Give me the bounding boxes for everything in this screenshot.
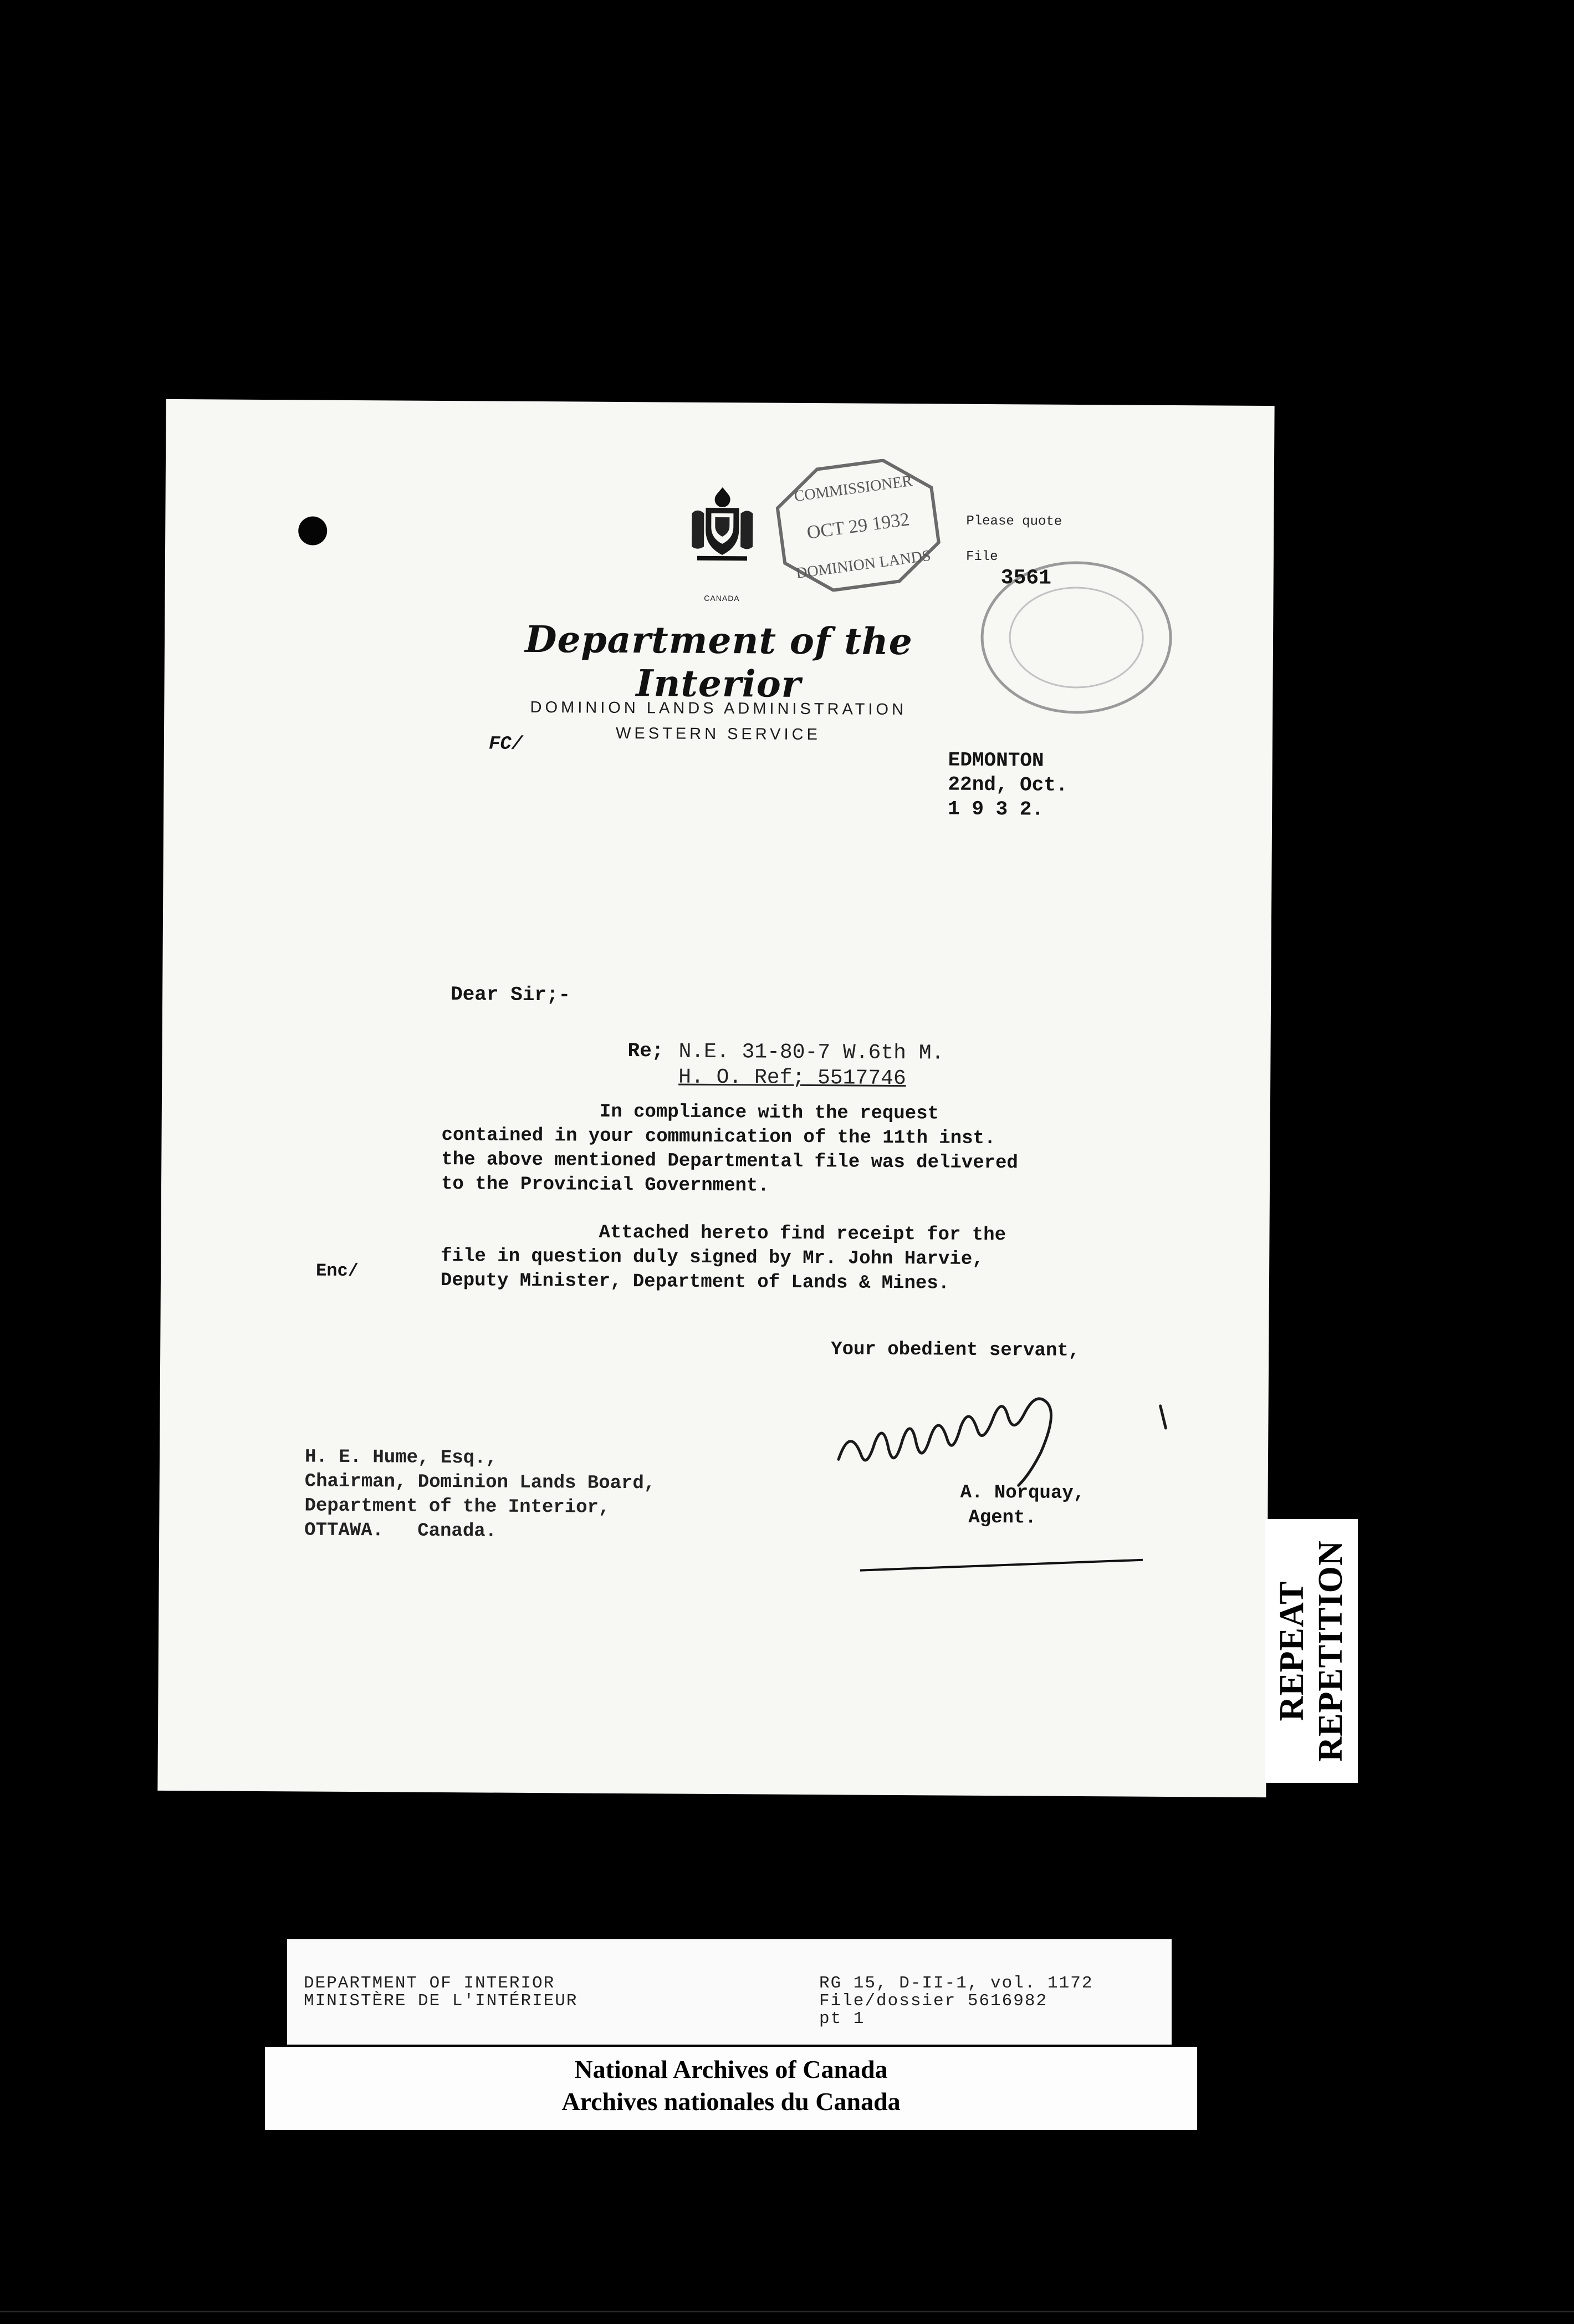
commissioner-stamp <box>775 458 942 593</box>
archives-name-en: National Archives of Canada <box>574 2055 888 2083</box>
signer-name: A. Norquay, <box>960 1482 1085 1505</box>
addressee-line3: Department of the Interior, <box>304 1495 610 1518</box>
film-edge-line <box>0 2311 1574 2312</box>
please-quote-label: Please quote <box>966 513 1062 529</box>
stamp-bottom-text: DOMINION LANDS <box>795 547 932 583</box>
enclosure-mark: Enc/ <box>315 1260 359 1282</box>
letter-year: 1 9 3 2. <box>948 797 1044 821</box>
subtitle-dominion-lands: DOMINION LANDS ADMINISTRATION <box>530 698 907 719</box>
para2-line1: Attached hereto find receipt for the <box>599 1222 1006 1246</box>
re-line-1: N.E. 31-80-7 W.6th M. <box>678 1039 944 1066</box>
coat-of-arms-icon <box>681 483 764 567</box>
para2-line2: file in question duly signed by Mr. John Harvie, <box>441 1245 984 1270</box>
repeat-text: REPEAT <box>1273 1581 1311 1721</box>
para1-line1: In compliance with the request <box>599 1101 939 1125</box>
stamp-top-text: COMMISSIONER <box>793 472 913 506</box>
addressee-line2: Chairman, Dominion Lands Board, <box>304 1471 656 1495</box>
file-label: File <box>965 549 998 565</box>
stamp-date: OCT 29 1932 <box>805 509 911 543</box>
archive-reference-strip <box>287 1939 1172 2045</box>
re-line-2: H. O. Ref; 5517746 <box>678 1065 906 1091</box>
reference-initials: FC/ <box>488 733 523 755</box>
repetition-text: REPETITION <box>1312 1540 1350 1762</box>
para2-line3: Deputy Minister, Department of Lands & Mines. <box>440 1270 950 1294</box>
letter-place: EDMONTON <box>948 748 1044 772</box>
repeat-label <box>1265 1519 1358 1783</box>
archives-name-fr: Archives nationales du Canada <box>561 2087 901 2116</box>
file-number: 3561 <box>1000 566 1052 590</box>
signer-title: Agent. <box>968 1507 1036 1529</box>
letter-sheet <box>157 399 1274 1797</box>
salutation: Dear Sir;- <box>451 983 571 1007</box>
re-label: Re; <box>627 1039 664 1063</box>
para1-line3: the above mentioned Departmental file was delivered <box>441 1149 1018 1174</box>
ref-department-fr: MINISTÈRE DE L'INTÉRIEUR <box>304 1991 578 2011</box>
addressee-line4: OTTAWA. Canada. <box>304 1520 497 1542</box>
ref-file-dossier: File/dossier 5616982 <box>819 1991 1048 2011</box>
para1-line4: to the Provincial Government. <box>441 1173 769 1197</box>
department-title: Department of the Interior <box>525 617 913 706</box>
ref-record-group: RG 15, D-II-1, vol. 1172 <box>819 1974 1093 1993</box>
letter-date: 22nd, Oct. <box>948 773 1068 797</box>
addressee-line1: H. E. Hume, Esq., <box>304 1446 497 1469</box>
national-archives-label <box>265 2047 1197 2130</box>
ref-department-en: DEPARTMENT OF INTERIOR <box>304 1974 555 1993</box>
ref-part: pt 1 <box>819 2009 865 2029</box>
para1-line2: contained in your communication of the 11th inst. <box>441 1124 996 1150</box>
subtitle-western-service: WESTERN SERVICE <box>615 724 821 744</box>
closing: Your obedient servant, <box>831 1339 1080 1362</box>
crest-label: CANADA <box>704 593 740 603</box>
signature-underline <box>857 1554 1146 1578</box>
punch-hole <box>298 516 327 545</box>
